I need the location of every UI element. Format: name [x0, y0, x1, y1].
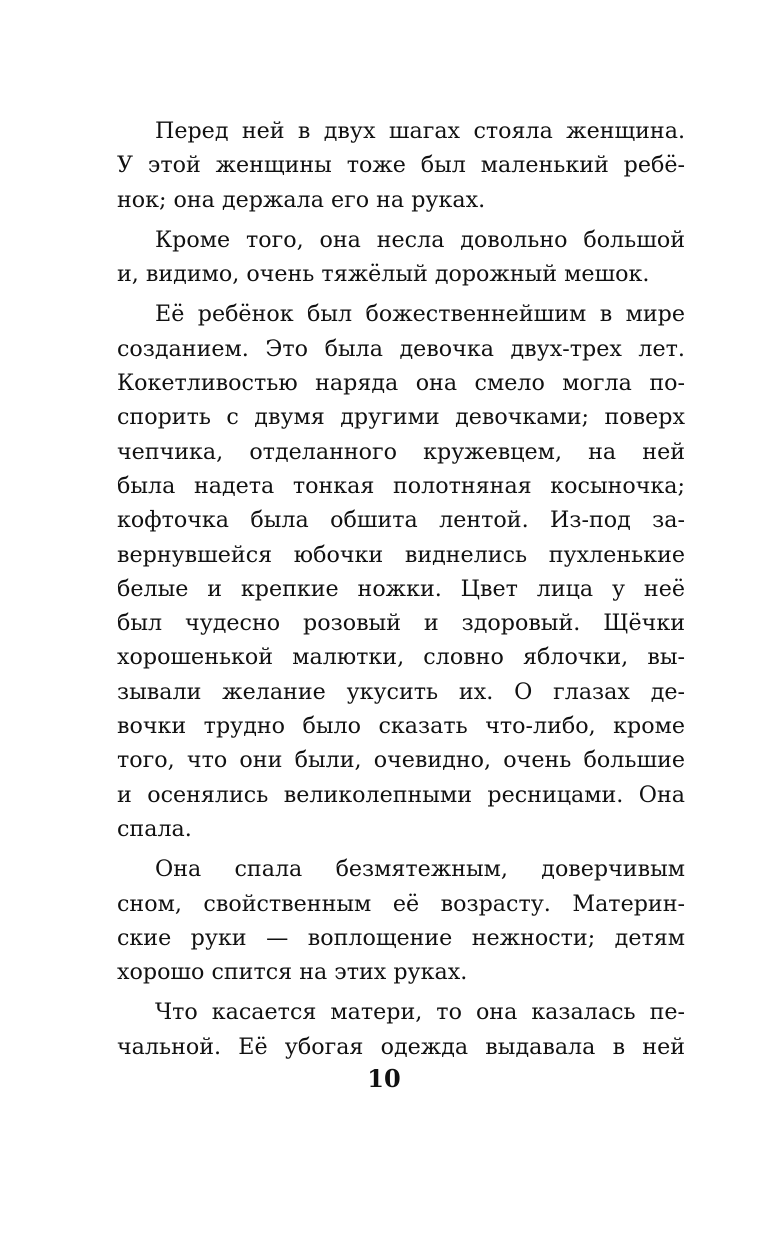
text-line: чальной. Её убогая одежда выдавала в ней [117, 1033, 685, 1060]
text-line: белые и крепкие ножки. Цвет лица у неё [117, 575, 685, 602]
page-body [117, 114, 685, 1070]
paragraph [117, 995, 685, 1064]
text-line: была надета тонкая полотняная косыночка; [117, 472, 685, 499]
paragraph [117, 223, 685, 292]
text-line: Перед ней в двух шагах стояла женщина. [155, 118, 685, 144]
text-line: вочки трудно было сказать что-либо, кроме [117, 713, 685, 740]
text-line: Кокетливостью наряда она смело могла по- [117, 370, 685, 397]
text-line: вернувшейся юбочки виднелись пухленькие [117, 541, 685, 568]
text-line: спорить с двумя другими девочками; поверх [117, 404, 685, 431]
text-line: Её ребёнок был божественнейшим в мире [155, 301, 685, 328]
text-line: хорошо спится на этих руках. [117, 959, 468, 986]
text-line: чепчика, отделанного кружевцем, на ней [117, 438, 685, 465]
text-line: и, видимо, очень тяжёлый дорожный мешок. [117, 261, 650, 288]
text-line: спала. [117, 815, 192, 842]
text-line: Кроме того, она несла довольно большой [155, 226, 685, 253]
text-line: У этой женщины тоже был маленький ребё- [117, 152, 685, 179]
text-line: нок; она держала его на руках. [117, 186, 486, 213]
text-line: Она спала безмятежным, доверчивым [155, 856, 685, 883]
text-line: кофточка была обшита лентой. Из-под за- [117, 507, 685, 534]
paragraph [117, 297, 685, 846]
paragraph [117, 114, 685, 217]
paragraph [117, 852, 685, 989]
text-line: созданием. Это была девочка двух-трех лет. [117, 335, 685, 362]
text-line: ские руки — воплощение нежности; детям [117, 924, 685, 951]
page-number: 10 [367, 1064, 401, 1093]
text-line: того, что они были, очевидно, очень большие [117, 747, 685, 774]
text-line: сном, свойственным её возрасту. Материн- [117, 890, 685, 917]
text-line: был чудесно розовый и здоровый. Щёчки [117, 610, 685, 637]
text-line: хорошенькой малютки, словно яблочки, вы- [117, 644, 685, 671]
text-line: Что касается матери, то она казалась пе- [155, 999, 685, 1026]
text-line: и осенялись великолепными ресницами. Она [117, 781, 685, 808]
text-line: зывали желание укусить их. О глазах де- [117, 678, 685, 705]
